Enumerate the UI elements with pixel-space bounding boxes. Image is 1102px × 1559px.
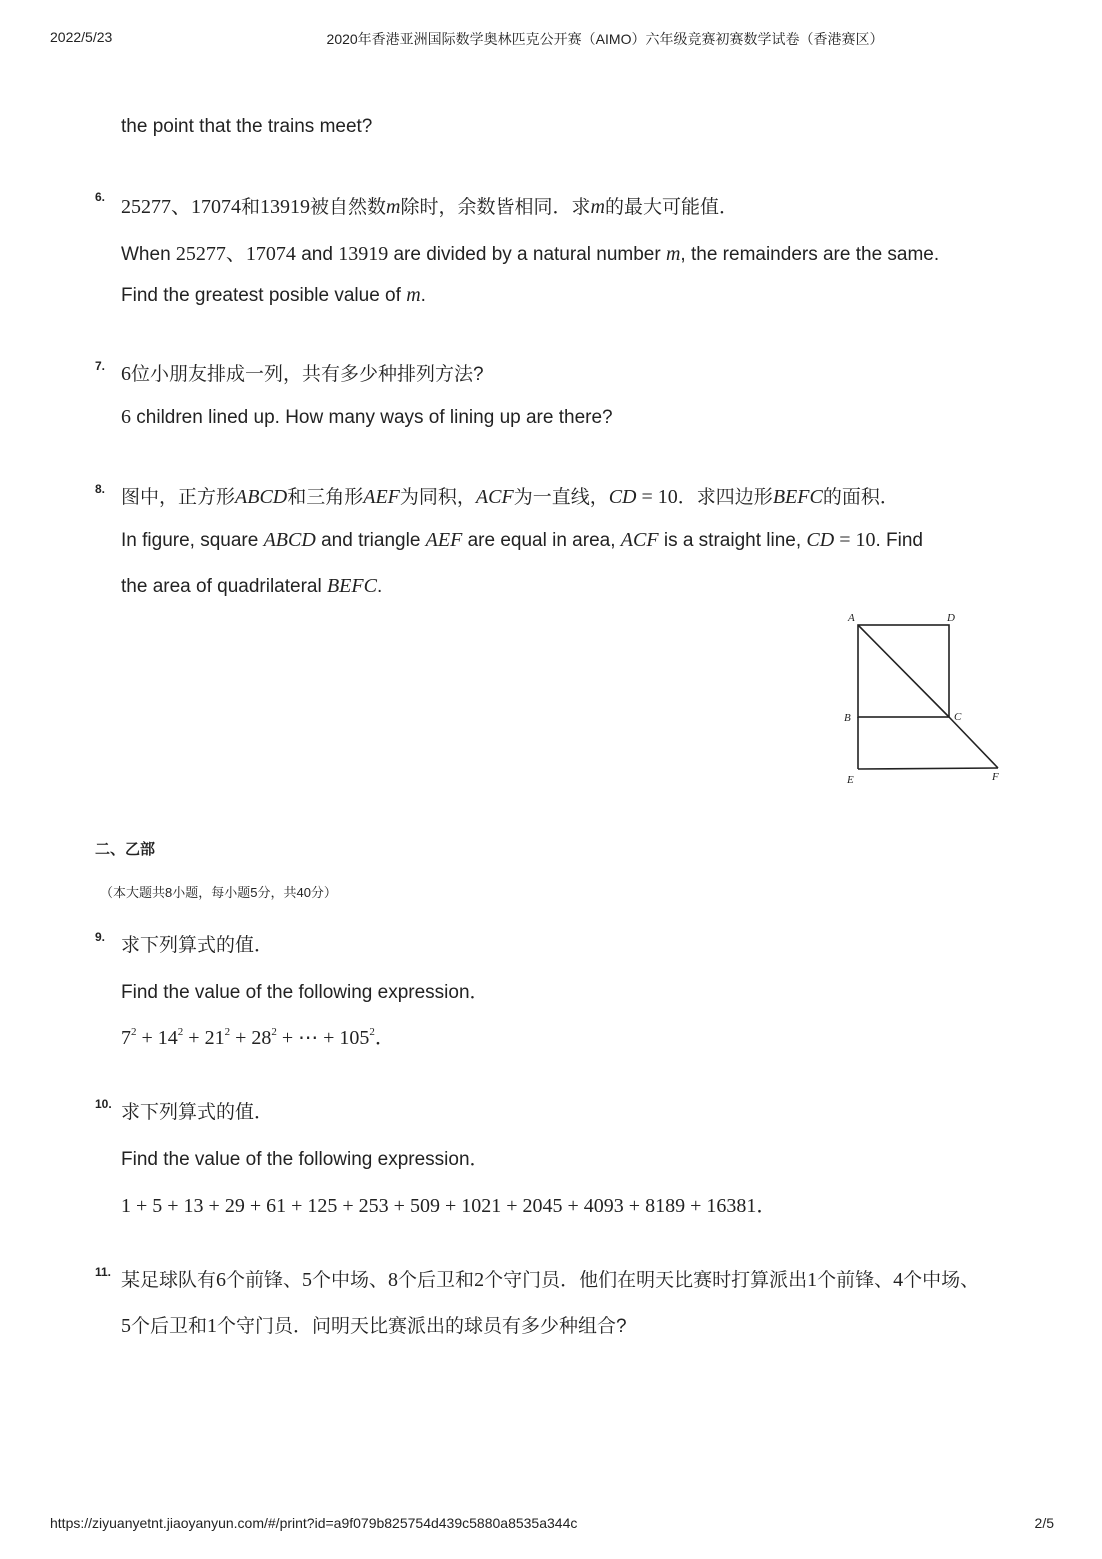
section-note: （本大题共8小题，每小题5分，共40分） bbox=[100, 885, 337, 900]
label-a: A bbox=[848, 612, 855, 624]
q6-chinese: 25277、17074和13919被自然数m除时，余数皆相同．求m的最大可能值． bbox=[121, 196, 738, 218]
label-f: F bbox=[992, 771, 999, 783]
q6-english-line1: When 25277、17074 and 13919 are divided by a natural number m, the remainders are the same. bbox=[121, 243, 940, 265]
q11-line2: 5个后卫和1个守门员．问明天比赛派出的球员有多少种组合? bbox=[121, 1315, 627, 1337]
q8-english-line1: In figure, square ABCD and triangle AEF are equal in area, ACF is a straight line, CD = 10. Find bbox=[121, 529, 924, 551]
q9-chinese: 求下列算式的值． bbox=[121, 935, 274, 956]
q8-english-line2: the area of quadrilateral BEFC. bbox=[121, 575, 383, 597]
page-number: 2/5 bbox=[1034, 1515, 1054, 1531]
geometry-figure bbox=[838, 606, 1018, 791]
q10-english: Find the value of the following expression． bbox=[121, 1149, 489, 1170]
q10-chinese: 求下列算式的值． bbox=[121, 1102, 274, 1123]
q10-number: 10. bbox=[95, 1097, 112, 1111]
q6-english-line2: Find the greatest posible value of m. bbox=[121, 284, 426, 306]
q8-chinese: 图中，正方形ABCD和三角形AEF为同积，ACF为一直线，CD = 10．求四边形BEFC的面积． bbox=[121, 486, 899, 508]
q9-expression: $7^2 + 14^2 + 21^2 + 28^2$ + ⋯ + $105^2$． bbox=[121, 1026, 395, 1049]
segment-cf bbox=[949, 717, 998, 768]
label-b: B bbox=[844, 712, 851, 724]
label-c: C bbox=[954, 711, 962, 723]
document-title: 2020年香港亚洲国际数学奥林匹克公开赛（AIMO）六年级竞赛初赛数学试卷（香港赛区） bbox=[326, 31, 884, 47]
diagonal-ac bbox=[858, 625, 949, 717]
q7-number: 7. bbox=[95, 359, 106, 373]
q9-english: Find the value of the following expression． bbox=[121, 982, 489, 1003]
label-e: E bbox=[847, 774, 854, 786]
q7-chinese: 6位小朋友排成一列，共有多少种排列方法? bbox=[121, 363, 484, 385]
q11-number: 11. bbox=[95, 1265, 112, 1279]
print-date: 2022/5/23 bbox=[50, 29, 113, 45]
q8-number: 8. bbox=[95, 482, 106, 496]
label-d: D bbox=[947, 612, 955, 624]
segment-ef bbox=[858, 768, 998, 769]
q11-line1: 某足球队有6个前锋、5个中场、8个后卫和2个守门员．他们在明天比赛时打算派出1个前锋、4个中场、 bbox=[121, 1269, 980, 1291]
section-title: 二、乙部 bbox=[95, 841, 156, 858]
q7-english: 6 children lined up. How many ways of lining up are there? bbox=[121, 406, 613, 428]
q9-number: 9. bbox=[95, 930, 106, 944]
q6-number: 6. bbox=[95, 190, 106, 204]
source-url: https://ziyuanyetnt.jiaoyanyun.com/#/print?id=a9f079b825754d439c5880a8535a344c bbox=[50, 1515, 578, 1531]
q10-expression: 1 + 5 + 13 + 29 + 61 + 125 + 253 + 509 + 1021 + 2045 + 4093 + 8189 + 16381． bbox=[121, 1195, 777, 1217]
q5-continuation: the point that the trains meet? bbox=[121, 116, 373, 137]
